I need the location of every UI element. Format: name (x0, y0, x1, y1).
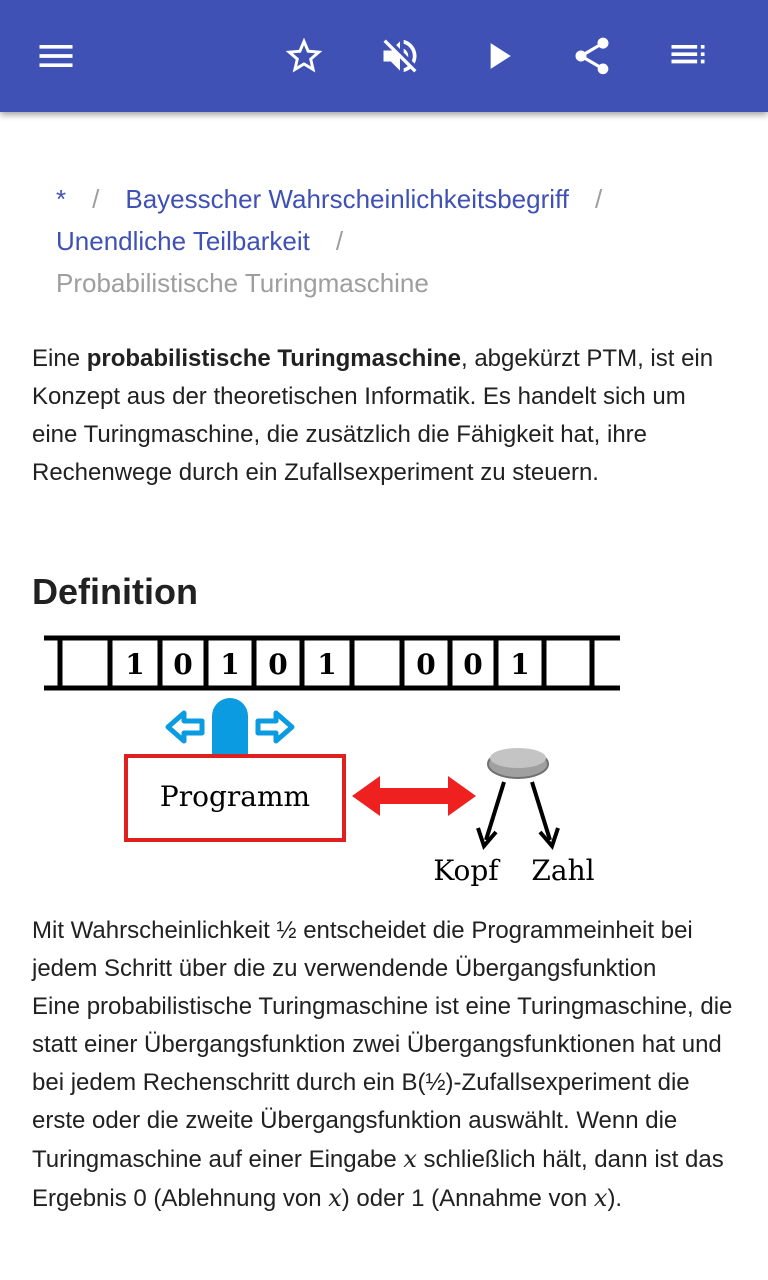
breadcrumb-home[interactable]: * (56, 184, 67, 214)
contents-button[interactable] (660, 28, 716, 84)
intro-term: probabilistische Turingmaschine (86, 345, 461, 372)
coin-label-zahl: Zahl (531, 854, 595, 887)
volume-off-icon (378, 34, 422, 78)
breadcrumb (56, 178, 736, 304)
math-var-x: x (328, 1184, 342, 1212)
star-icon (282, 34, 326, 78)
program-label: Programm (159, 780, 311, 813)
breadcrumb-teilbarkeit[interactable]: Unendliche Teilbarkeit (56, 226, 310, 256)
tape-symbol: 0 (416, 648, 436, 681)
play-icon (476, 34, 520, 78)
tape-symbol: 1 (510, 648, 530, 681)
bookmark-button[interactable] (276, 28, 332, 84)
share-button[interactable] (564, 28, 620, 84)
intro-paragraph (32, 340, 736, 492)
tape-symbol: 1 (317, 648, 337, 681)
breadcrumb-separator: / (92, 184, 100, 214)
coin-label-kopf: Kopf (433, 854, 499, 887)
body-text-3: ) oder 1 (Annahme von (341, 1185, 594, 1212)
breadcrumb-bayesscher[interactable]: Bayesscher Wahrscheinlichkeitsbegriff (125, 184, 569, 214)
mute-button[interactable] (372, 28, 428, 84)
coin-top (490, 748, 546, 768)
double-arrow-icon (352, 776, 476, 816)
share-icon (570, 34, 614, 78)
tape-symbol: 0 (173, 648, 193, 681)
intro-prefix: Eine (32, 345, 87, 372)
body-text-4: ). (607, 1185, 623, 1212)
tape-symbol: 0 (268, 648, 288, 681)
body-text-1: Eine probabilistische Turingmaschine ist eine Turingmaschine, die statt einer Übergangsfunktion zwei Übergangsfunktionen hat und bei jedem Rechenschritt durch ein B(½)-Zufallsexperiment die erste oder die zweite Übergangsfunktion auswählt. Wenn die Turingmaschine auf einer Eingabe (32, 993, 733, 1173)
body-paragraph (32, 912, 736, 1218)
menu-button[interactable] (28, 28, 84, 84)
tape-symbol: 1 (220, 648, 240, 681)
figure-caption: Mit Wahrscheinlichkeit ½ entscheidet die Programmeinheit bei jedem Schritt über die zu verwendende Übergangsfunktion (32, 917, 693, 982)
math-var-x: x (403, 1145, 417, 1173)
left-arrow-icon (168, 713, 202, 741)
turing-machine-figure[interactable] (40, 632, 624, 894)
tape-symbol: 0 (463, 648, 483, 681)
section-heading-definition: Definition (32, 571, 198, 612)
tape (60, 638, 592, 688)
read-head (212, 698, 248, 756)
breadcrumb-separator: / (595, 184, 603, 214)
math-var-x: x (593, 1184, 608, 1212)
breadcrumb-current: Probabilistische Turingmaschine (56, 268, 429, 298)
app-bar (0, 0, 768, 112)
play-button[interactable] (470, 28, 526, 84)
tape-symbol: 1 (125, 648, 145, 681)
breadcrumb-separator: / (335, 226, 344, 256)
intro-text: , abgekürzt PTM, ist ein Konzept aus der theoretischen Informatik. Es handelt sich um eine Turingmaschine, die zusätzlich die Fähigkeit hat, ihre Rechenwege durch ein Zufallsexperiment zu steuern. (32, 345, 714, 486)
article-content (32, 340, 736, 1212)
playlist-icon (666, 34, 710, 78)
menu-icon (34, 34, 78, 78)
body-text-2: schließlich hält, dann ist das Ergebnis 0 (Ablehnung von (32, 1146, 724, 1212)
right-arrow-icon (258, 713, 292, 741)
